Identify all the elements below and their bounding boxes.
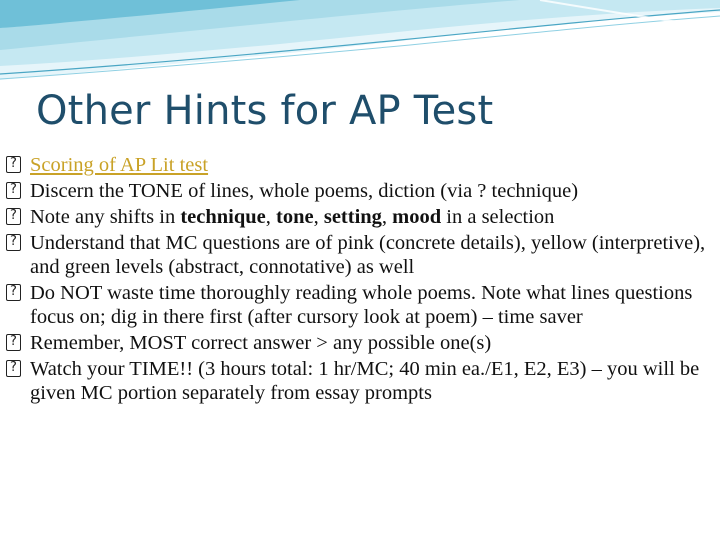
- list-item: [4, 205, 716, 229]
- unsupported-glyph-box-icon: ?: [6, 156, 21, 173]
- bold-setting: setting: [323, 206, 382, 228]
- bullet-text: Understand that MC questions are of pink (concrete details), yellow (interpretive), and green levels (abstract, connotative) as well: [30, 232, 706, 278]
- unsupported-glyph-box-icon: ?: [6, 284, 21, 301]
- separator: ,: [313, 206, 324, 228]
- bold-mood: mood: [392, 206, 442, 228]
- bold-technique: technique: [180, 206, 266, 228]
- unsupported-glyph-box-icon: ?: [6, 208, 21, 225]
- unsupported-glyph-box-icon: ?: [6, 234, 21, 251]
- bullet-text: Do NOT waste time thoroughly reading whole poems. Note what lines questions focus on; dig in there first (after cursory look at poem) – time saver: [30, 282, 693, 328]
- bullet-text: Watch your TIME!! (3 hours total: 1 hr/MC; 40 min ea./E1, E2, E3) – you will be given MC portion separately from essay prompts: [30, 358, 700, 404]
- unsupported-glyph-box-icon: ?: [6, 360, 21, 377]
- bullet-text-pre: Note any shifts in: [30, 206, 181, 228]
- list-item: [4, 331, 716, 355]
- bullet-text: Remember, MOST correct answer > any possible one(s): [30, 332, 492, 354]
- bullet-text: Discern the TONE of lines, whole poems, diction (via ? technique): [30, 180, 579, 202]
- header-wave-decoration: [0, 0, 720, 90]
- list-item: [4, 357, 716, 405]
- slide-title: Other Hints for AP Test: [36, 88, 494, 134]
- separator: ,: [381, 206, 393, 228]
- separator: ,: [265, 206, 277, 228]
- unsupported-glyph-box-icon: ?: [6, 334, 21, 351]
- list-item: [4, 281, 716, 329]
- scoring-link[interactable]: Scoring of AP Lit test: [30, 154, 209, 176]
- bullet-text-post: in a selection: [441, 206, 555, 228]
- list-item: [4, 179, 716, 203]
- list-item: [4, 153, 716, 177]
- list-item: [4, 231, 716, 279]
- bold-tone: tone: [276, 206, 314, 228]
- bullet-list: [4, 153, 716, 407]
- unsupported-glyph-box-icon: ?: [6, 182, 21, 199]
